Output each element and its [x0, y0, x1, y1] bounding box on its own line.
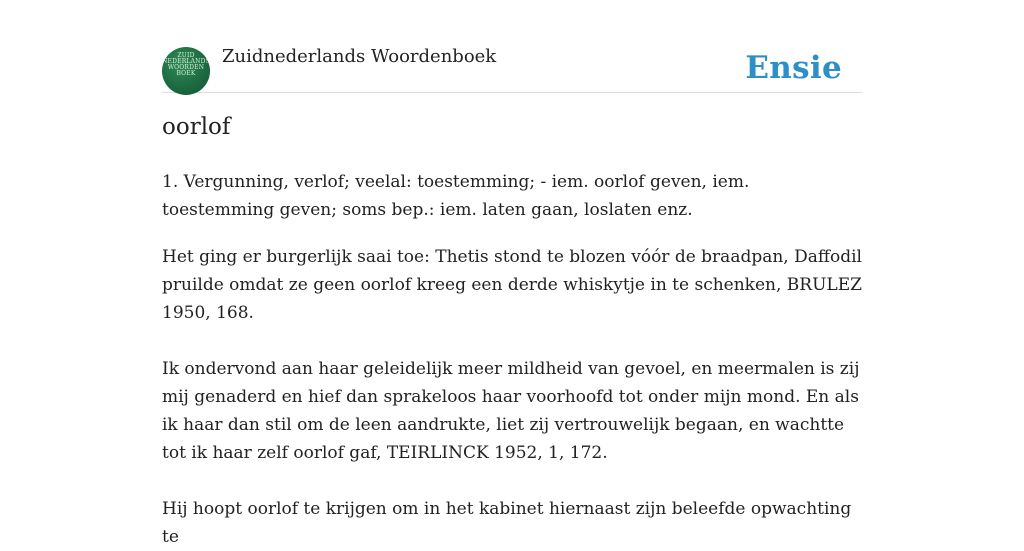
logo-text: ZUID NEDERLANDS WOORDEN BOEK [162, 52, 210, 77]
site-name[interactable]: Zuidnederlands Woordenboek [222, 46, 497, 67]
brand-logo[interactable]: Ensie [745, 50, 842, 86]
quote: Het ging er burgerlijk saai toe: Thetis stond te blozen vóór de braadpan, Daffodil pruilde omdat ze geen oorlof kreeg een derde whiskytje in te schenken, BRULEZ 1950, 168. [162, 247, 862, 323]
page [162, 0, 862, 547]
quote: Hij hoopt oorlof te krijgen om in het kabinet hiernaast zijn beleefde opwachting te [162, 499, 852, 547]
site-logo[interactable] [162, 47, 210, 95]
definition: 1. Vergunning, verlof; veelal: toestemming; - iem. oorlof geven, iem. toestemming geven; soms bep.: iem. laten gaan, loslaten enz. [162, 172, 750, 220]
quote: Ik ondervond aan haar geleidelijk meer mildheid van gevoel, en meermalen is zij mij genaderd en hief dan sprakeloos haar voorhoofd tot onder mijn mond. En als ik haar dan stil om de leen aandrukte, liet zij vertrouwelijk begaan, en wachtte tot ik haar zelf oorlof gaf, TEIRLINCK 1952, 1, 172. [162, 359, 860, 463]
headword: oorlof [162, 114, 231, 140]
header [162, 0, 862, 93]
